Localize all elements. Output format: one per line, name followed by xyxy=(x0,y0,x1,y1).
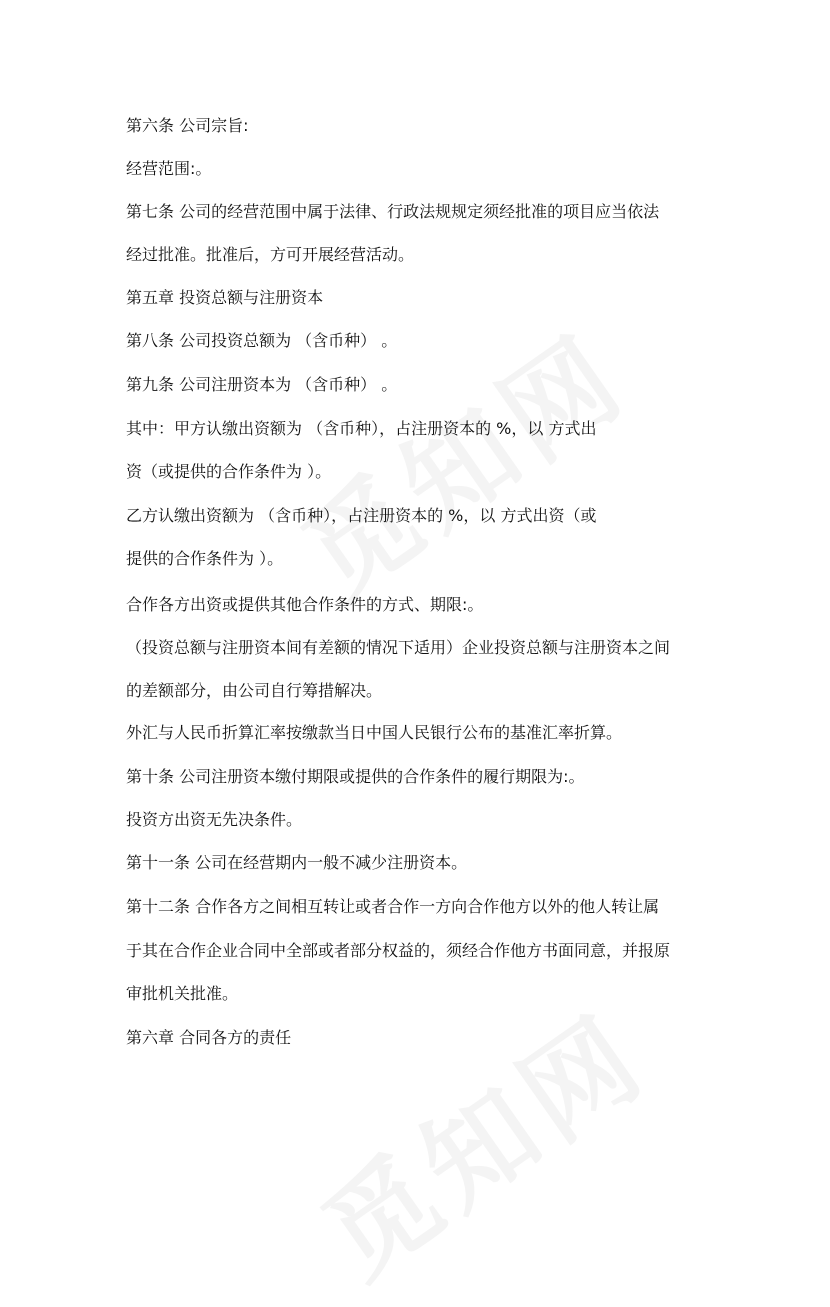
text-line: 投资方出资无先决条件。 xyxy=(126,810,303,829)
text-line: 外汇与人民币折算汇率按缴款当日中国人民银行公布的基准汇率折算。 xyxy=(126,723,623,742)
text-line: 经过批准。批准后，方可开展经营活动。 xyxy=(126,245,415,264)
text-line: 第十条 公司注册资本缴付期限或提供的合作条件的履行期限为:。 xyxy=(126,767,585,786)
text-line: 的差额部分，由公司自行筹措解决。 xyxy=(126,681,383,700)
text-line: 第九条 公司注册资本为 （含币种） 。 xyxy=(126,375,398,394)
text-line: 审批机关批准。 xyxy=(126,984,239,1003)
text-line: 第八条 公司投资总额为 （含币种） 。 xyxy=(126,331,398,350)
text-line: 乙方认缴出资额为 （含币种），占注册资本的 %，以 方式出资（或 xyxy=(126,506,597,525)
text-line: 合作各方出资或提供其他合作条件的方式、期限:。 xyxy=(126,595,484,614)
text-line: 经营范围:。 xyxy=(126,159,212,178)
text-line: 第六条 公司宗旨: xyxy=(126,116,249,135)
text-line: 其中：甲方认缴出资额为 （含币种），占注册资本的 %，以 方式出 xyxy=(126,419,597,438)
text-line: 提供的合作条件为 ）。 xyxy=(126,549,284,568)
text-line: 第七条 公司的经营范围中属于法律、行政法规规定须经批准的项目应当依法 xyxy=(126,202,660,221)
text-line: 于其在合作企业合同中全部或者部分权益的，须经合作他方书面同意，并报原 xyxy=(126,941,671,960)
text-line: 第十一条 公司在经营期内一般不减少注册资本。 xyxy=(126,853,468,872)
chapter-heading: 第五章 投资总额与注册资本 xyxy=(126,288,324,307)
chapter-heading: 第六章 合同各方的责任 xyxy=(126,1028,292,1047)
text-line: 第十二条 合作各方之间相互转让或者合作一方向合作他方以外的他人转让属 xyxy=(126,897,660,916)
text-line: （投资总额与注册资本间有差额的情况下适用）企业投资总额与注册资本之间 xyxy=(126,638,671,657)
watermark-bottom xyxy=(287,971,673,1307)
text-line: 资（或提供的合作条件为 ）。 xyxy=(126,462,332,481)
